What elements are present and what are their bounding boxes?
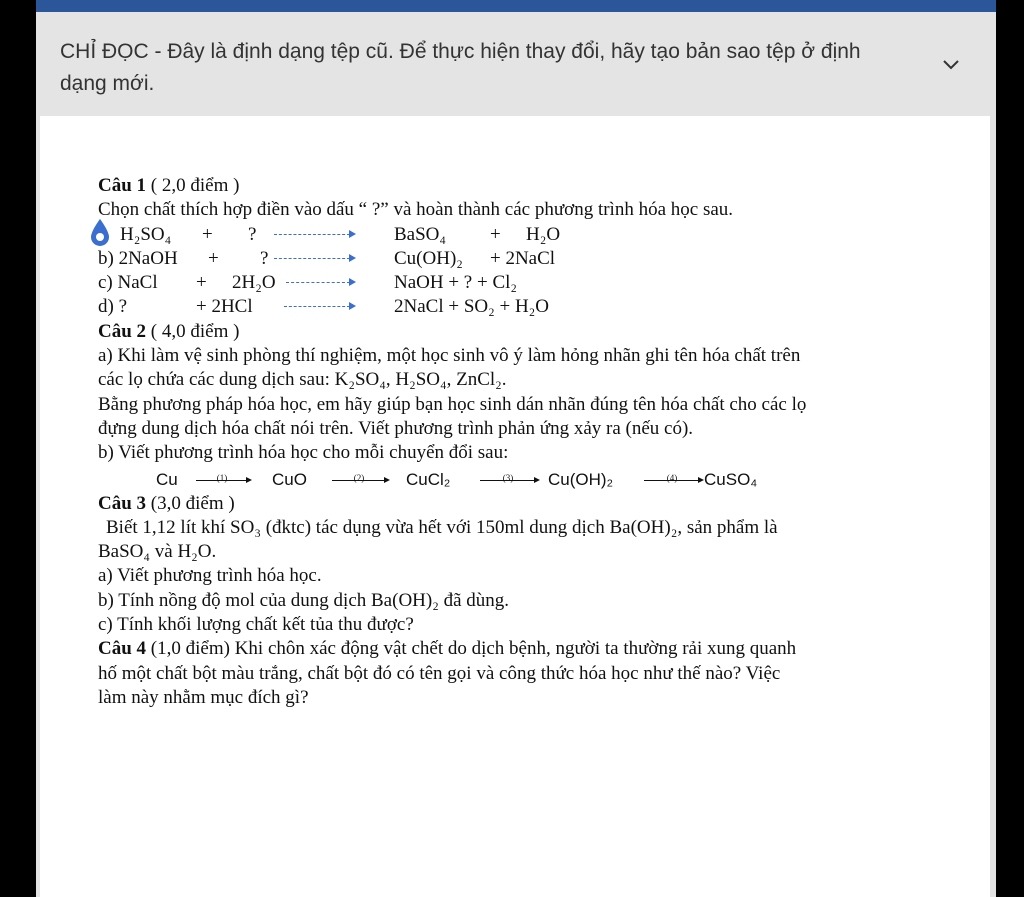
eq-a-plus2: +	[490, 223, 501, 245]
chain-cuo: CuO	[272, 469, 307, 489]
q2-title: Câu 2	[98, 320, 147, 342]
eq-c-arrow	[286, 282, 350, 285]
eq-d-arrow	[284, 306, 350, 309]
chain-cuso4: CuSO₄	[704, 469, 758, 489]
read-only-banner[interactable]	[36, 12, 996, 114]
q2-b: b) Viết phương trình hóa học cho mỗi chuyển đổi sau:	[98, 442, 509, 464]
chain-arrow-2	[332, 472, 386, 483]
chain-arrow-3	[480, 472, 536, 483]
eq-b-arrow	[274, 258, 350, 261]
q1-prompt: Chọn chất thích hợp điền vào dấu “ ?” và hoàn thành các phương trình hóa học sau.	[98, 199, 734, 221]
equation-d	[98, 295, 948, 319]
eq-a-reactant1: H₂SO₄	[120, 223, 172, 245]
equation-a	[98, 223, 948, 247]
q1-points: ( 2,0 điểm )	[146, 175, 240, 196]
chevron-down-icon[interactable]	[940, 54, 962, 76]
q3-b: b) Tính nồng độ mol của dung dịch Ba(OH)₂ đã dùng.	[98, 589, 510, 611]
equation-c	[98, 271, 948, 295]
chain-cuoh2: Cu(OH)₂	[548, 469, 614, 489]
eq-a-arrow	[274, 234, 350, 237]
q2-points: ( 4,0 điểm )	[146, 320, 240, 342]
eq-b-product2: + 2NaCl	[490, 247, 556, 269]
eq-b-plus1: +	[208, 247, 219, 269]
read-only-message: CHỈ ĐỌC - Đây là định dạng tệp cũ. Để thực hiện thay đổi, hãy tạo bản sao tệp ở định dạng mới.	[60, 40, 861, 95]
q1-title: Câu 1	[98, 175, 147, 196]
q2-a-line1: a) Khi làm vệ sinh phòng thí nghiệm, một học sinh vô ý làm hỏng nhãn ghi tên hóa chất trên	[98, 345, 801, 367]
eq-d-products: 2NaCl + SO₂ + H₂O	[394, 296, 550, 318]
q2-a-line4: đựng dung dịch hóa chất nói trên. Viết phương trình phản ứng xảy ra (nếu có).	[98, 417, 694, 439]
eq-c-plus1: +	[196, 272, 207, 294]
q2-heading	[98, 320, 948, 344]
eq-b-reactant1: b) 2NaOH	[98, 247, 178, 269]
chain-step-1: (1)	[216, 472, 228, 483]
chain-cucl2: CuCl₂	[406, 469, 451, 489]
q4-title: Câu 4	[98, 638, 147, 660]
q3-c: c) Tính khối lượng chất kết tủa thu được?	[98, 614, 414, 636]
q3-points: (3,0 điểm )	[146, 492, 235, 514]
document-body	[98, 174, 948, 710]
text-cursor-handle-icon[interactable]	[88, 217, 112, 247]
eq-a-product1: BaSO₄	[394, 223, 447, 245]
q2-a-line3: Bằng phương pháp hóa học, em hãy giúp bạn học sinh dán nhãn đúng tên hóa chất cho các lọ	[98, 393, 807, 415]
q1-heading	[98, 174, 948, 198]
eq-c-reactant2: 2H₂O	[232, 272, 276, 294]
eq-c-reactant1: c) NaCl	[98, 272, 158, 294]
eq-b-unknown: ?	[260, 247, 269, 269]
q3-line2: BaSO₄ và H₂O.	[98, 541, 217, 563]
chain-arrow-1	[196, 472, 248, 483]
eq-c-products: NaOH + ? + Cl₂	[394, 272, 518, 294]
q4-line2: hố một chất bột màu trắng, chất bột đó có tên gọi và công thức hóa học như thế nào? Việc	[98, 662, 781, 684]
chain-step-3: (3)	[502, 472, 514, 483]
document-page	[40, 116, 990, 897]
eq-a-plus1: +	[202, 223, 213, 245]
eq-d-reactant2: + 2HCl	[196, 296, 253, 318]
document-viewer	[36, 0, 996, 897]
chain-step-2: (2)	[353, 472, 365, 483]
eq-b-product1: Cu(OH)₂	[394, 247, 463, 269]
q3-a: a) Viết phương trình hóa học.	[98, 565, 322, 587]
app-top-bar	[36, 0, 996, 12]
q3-line1: Biết 1,12 lít khí SO₃ (đktc) tác dụng vừa hết với 150ml dung dịch Ba(OH)₂, sản phẩm là	[106, 516, 778, 538]
q3-heading	[98, 492, 948, 516]
q2-a-line2: các lọ chứa các dung dịch sau: K₂SO₄, H₂SO₄, ZnCl₂.	[98, 369, 507, 391]
equation-b	[98, 247, 948, 271]
eq-a-product2: H₂O	[526, 223, 561, 245]
chain-step-4: (4)	[666, 472, 678, 483]
eq-d-unknown: d) ?	[98, 296, 128, 318]
q4-line1	[98, 637, 948, 661]
q4-line1-text: (1,0 điểm) Khi chôn xác động vật chết do dịch bệnh, người ta thường rải xung quanh	[146, 638, 797, 660]
eq-a-unknown: ?	[248, 223, 257, 245]
conversion-chain	[98, 466, 948, 492]
q4-line3: làm này nhằm mục đích gì?	[98, 686, 309, 708]
q3-title: Câu 3	[98, 492, 147, 514]
chain-cu: Cu	[156, 469, 178, 489]
chain-arrow-4	[644, 472, 700, 483]
